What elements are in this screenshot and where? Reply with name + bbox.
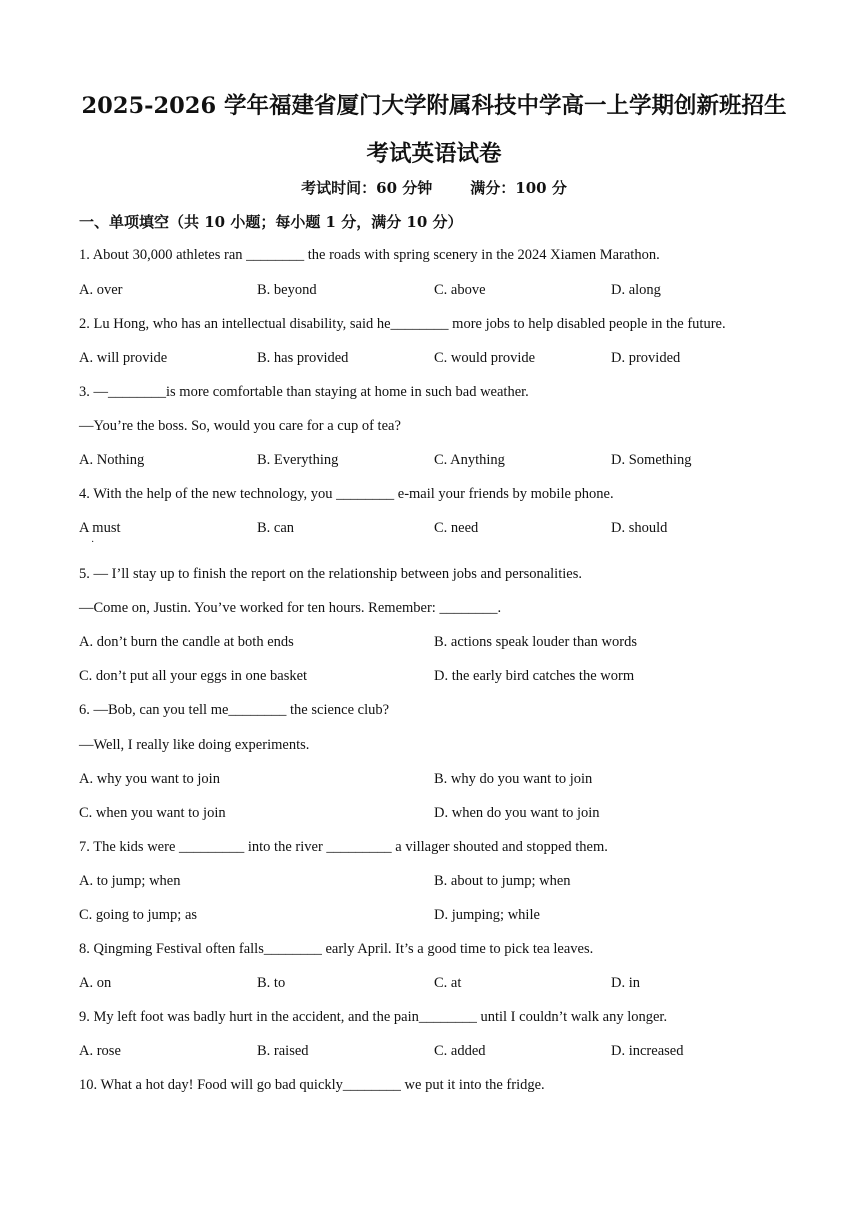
question-8-option-c: C. at (434, 975, 462, 991)
question-2-option-d: D. provided (611, 350, 681, 366)
question-8-option-a: A. on (79, 975, 112, 991)
question-4-stem: 4. With the help of the new technology, you ________ e-mail your friends by mobile phone. (79, 486, 614, 502)
question-6-option-b: B. why do you want to join (434, 771, 593, 787)
question-5-option-b: B. actions speak louder than words (434, 634, 637, 650)
exam-title-line2: 考试英语试卷 (366, 141, 502, 167)
question-8-stem: 8. Qingming Festival often falls________ early April. It’s a good time to pick tea leaves. (79, 941, 594, 957)
question-2-stem: 2. Lu Hong, who has an intellectual disability, said he________ more jobs to help disabled people in the future. (79, 316, 726, 332)
question-5-reply: —Come on, Justin. You’ve worked for ten hours. Remember: ________. (79, 600, 502, 616)
question-3-option-a: A. Nothing (79, 452, 145, 468)
question-3-option-c: C. Anything (434, 452, 505, 468)
question-9-option-c: C. added (434, 1043, 486, 1059)
question-6-reply: —Well, I really like doing experiments. (79, 737, 310, 753)
question-1-option-a: A. over (79, 282, 123, 298)
question-3-stem: 3. —________is more comfortable than staying at home in such bad weather. (79, 384, 529, 400)
exam-meta (0, 177, 868, 198)
question-7-option-d: D. jumping; while (434, 907, 540, 923)
question-4-option-d: D. should (611, 520, 668, 536)
question-6-option-c: C. when you want to join (79, 805, 226, 821)
question-2-option-a: A. will provide (79, 350, 168, 366)
question-3-option-b: B. Everything (257, 452, 339, 468)
question-4-option-c: C. need (434, 520, 479, 536)
question-9-option-d: D. increased (611, 1043, 684, 1059)
question-9-option-b: B. raised (257, 1043, 309, 1059)
question-2-option-c: C. would provide (434, 350, 536, 366)
question-4-option-a: A must (79, 520, 121, 536)
section-heading: 一、单项填空（共 10 小题；每小题 1 分，满分 10 分） (79, 213, 463, 231)
question-5-stem: 5. — I’ll stay up to finish the report on the relationship between jobs and personalities. (79, 566, 582, 582)
question-7-stem: 7. The kids were _________ into the river _________ a villager shouted and stopped them. (79, 839, 608, 855)
question-1-option-c: C. above (434, 282, 486, 298)
question-5-option-c: C. don’t put all your eggs in one basket (79, 668, 308, 684)
exam-time: 考试时间：60 分钟 (301, 179, 433, 197)
question-3-reply: —You’re the boss. So, would you care for a cup of tea? (79, 418, 401, 434)
question-6-stem: 6. —Bob, can you tell me________ the science club? (79, 702, 390, 718)
question-1-stem: 1. About 30,000 athletes ran ________ the roads with spring scenery in the 2024 Xiamen Marathon. (79, 247, 660, 263)
stray-dot-mark: · (91, 537, 95, 548)
question-7-option-a: A. to jump; when (79, 873, 181, 889)
question-7-option-c: C. going to jump; as (79, 907, 198, 923)
question-5-option-d: D. the early bird catches the worm (434, 668, 635, 684)
exam-score: 满分：100 分 (470, 179, 567, 197)
question-1-option-b: B. beyond (257, 282, 317, 298)
question-9-stem: 9. My left foot was badly hurt in the accident, and the pain________ until I couldn’t walk any longer. (79, 1009, 668, 1025)
question-9-option-a: A. rose (79, 1043, 121, 1059)
question-8-option-d: D. in (611, 975, 640, 991)
question-3-option-d: D. Something (611, 452, 692, 468)
question-1-option-d: D. along (611, 282, 661, 298)
question-8-option-b: B. to (257, 975, 286, 991)
question-10-stem: 10. What a hot day! Food will go bad quickly________ we put it into the fridge. (79, 1077, 545, 1093)
question-6-option-a: A. why you want to join (79, 771, 220, 787)
question-4-option-b: B. can (257, 520, 295, 536)
exam-title-line1: 2025-2026 学年福建省厦门大学附属科技中学高一上学期创新班招生 (81, 93, 787, 119)
question-7-option-b: B. about to jump; when (434, 873, 571, 889)
question-5-option-a: A. don’t burn the candle at both ends (79, 634, 294, 650)
question-2-option-b: B. has provided (257, 350, 349, 366)
question-6-option-d: D. when do you want to join (434, 805, 600, 821)
